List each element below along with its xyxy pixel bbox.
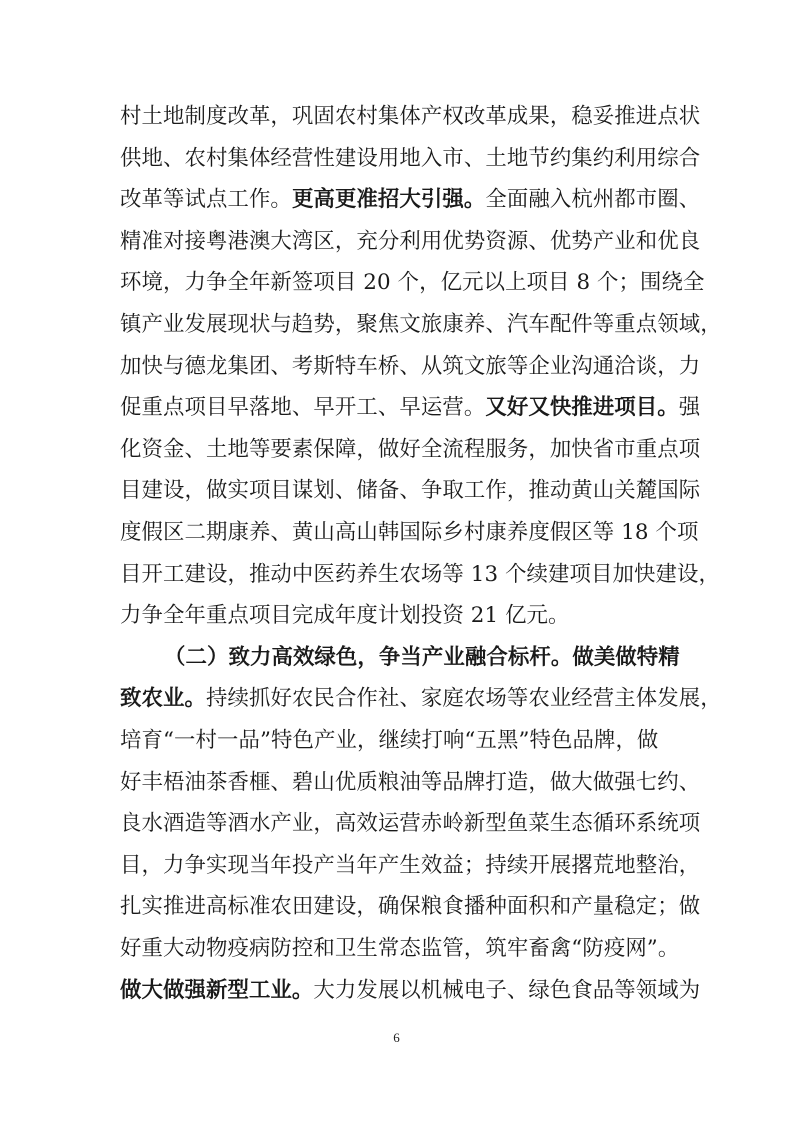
text-line [120, 182, 701, 218]
text-span: 好丰梧油茶香榧、碧山优质粮油等品牌打造，做大做强七约、 [120, 769, 701, 795]
text-span: 村土地制度改革，巩固农村集体产权改革成果，稳妥推进点状 [120, 104, 701, 129]
text-span: 促重点项目早落地、早开工、早运营。 [120, 395, 486, 421]
page-number: 6 [393, 1030, 400, 1045]
text-span: 良水酒造等酒水产业，高效运营赤岭新型鱼菜生态循环系统项 [120, 811, 701, 837]
text-line [120, 557, 720, 593]
text-line [120, 640, 724, 676]
text-line [120, 681, 722, 717]
text-line [120, 265, 705, 301]
text-span: 力争全年重点项目完成年度计划投资 21 亿元。 [120, 603, 570, 629]
text-span: 精准对接粤港澳大湾区，充分利用优势资源、优势产业和优良 [120, 228, 701, 254]
text-line [120, 224, 701, 260]
text-span: 加快与德龙集团、考斯特车桥、从筑文旅等企业沟通洽谈，力 [120, 353, 701, 379]
text-span: 持续抓好农民合作社、家庭农场等农业经营主体发展， [205, 686, 722, 712]
text-line [120, 889, 701, 925]
bold-heading-span: 致农业。 [120, 686, 206, 712]
text-span: 好重大动物疫病防控和卫生常态监管，筑牢畜禽“防疫网”。 [120, 936, 680, 961]
text-span: 镇产业发展现状与趋势，聚焦文旅康养、汽车配件等重点领域， [120, 312, 722, 337]
text-line [120, 765, 701, 801]
text-line [120, 806, 701, 842]
text-span: 环境，力争全年新签项目 20 个，亿元以上项目 8 个；围绕全 [120, 270, 705, 296]
text-line [120, 848, 701, 884]
text-span: 改革等试点工作。 [120, 187, 292, 213]
text-line [120, 598, 680, 634]
text-span: 全面融入杭州都市圈、 [485, 187, 701, 213]
text-line [120, 931, 680, 967]
bold-heading-span: 做大做强新型工业。 [120, 977, 314, 1003]
text-span: 强 [678, 395, 701, 421]
bold-heading-span: 更高更准招大引强。 [291, 187, 486, 213]
text-span: 目建设，做实项目谋划、储备、争取工作，推动黄山关麓国际 [120, 478, 701, 504]
text-span: 大力发展以机械电子、绿色食品等领域为 [313, 977, 701, 1003]
text-line [120, 390, 701, 426]
text-line [120, 99, 701, 135]
text-span: 供地、农村集体经营性建设用地入市、土地节约集约利用综合 [120, 145, 701, 171]
text-line [120, 307, 722, 343]
text-line [120, 973, 701, 1009]
text-line [120, 432, 701, 468]
text-line [120, 141, 701, 177]
text-span: 化资金、土地等要素保障，做好全流程服务，加快省市重点项 [120, 436, 701, 462]
text-span: 度假区二期康养、黄山高山韩国际乡村康养度假区等 18 个项 [120, 520, 699, 545]
text-span: 目，力争实现当年投产当年产生效益；持续开展撂荒地整治， [120, 852, 701, 878]
bold-heading-span: （二）致力高效绿色，争当产业融合标杆。做美做特精 [164, 644, 680, 670]
text-line [120, 349, 701, 385]
text-line [120, 515, 699, 551]
text-line [120, 723, 680, 759]
text-span: 目开工建设，推动中医药养生农场等 13 个续建项目加快建设， [120, 561, 720, 587]
bold-heading-span: 又好又快推进项目。 [485, 395, 679, 421]
text-span: 扎实推进高标准农田建设，确保粮食播种面积和产量稳定；做 [120, 894, 701, 920]
text-line [120, 473, 701, 509]
text-span: 培育“一村一品”特色产业，继续打响“五黑”特色品牌，做 [120, 728, 659, 753]
